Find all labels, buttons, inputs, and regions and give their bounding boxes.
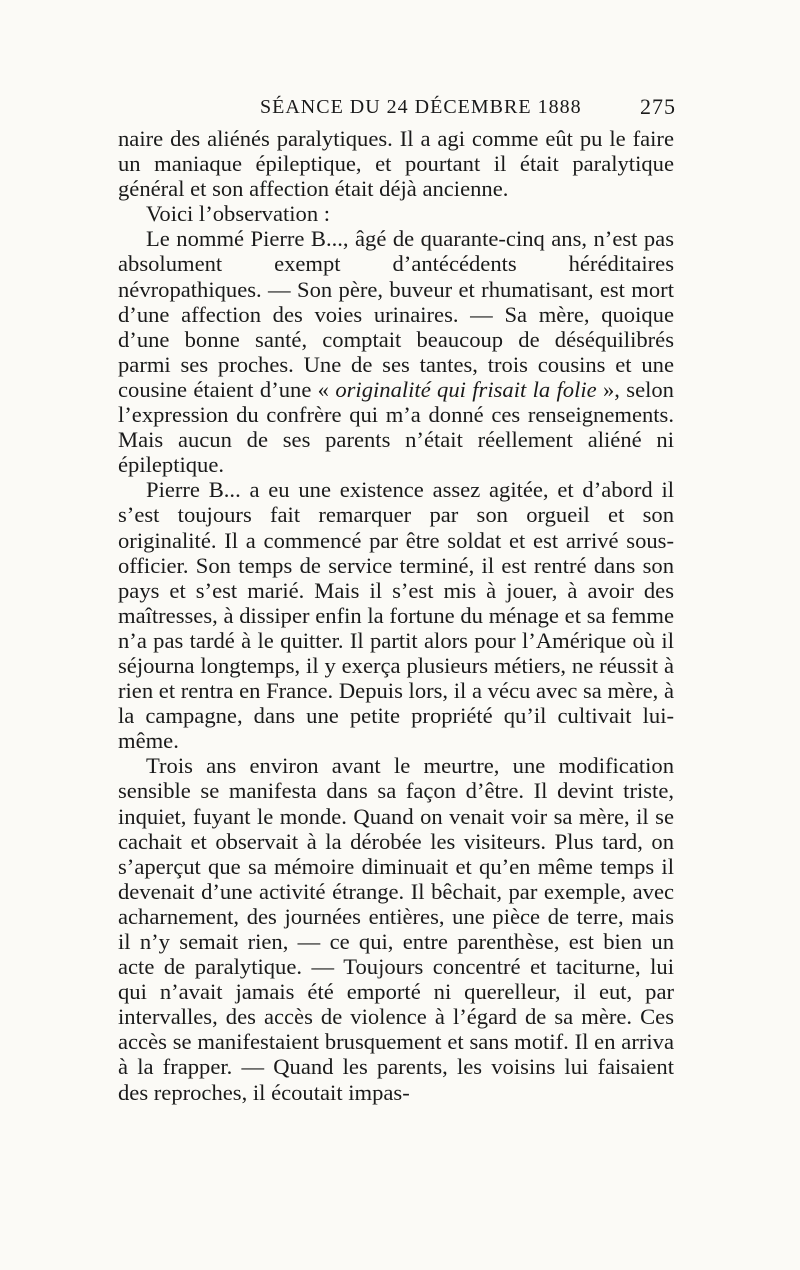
running-head-title: SÉANCE DU 24 DÉCEMBRE 1888 [260, 96, 582, 118]
paragraph-3 [118, 226, 674, 477]
body-text [118, 126, 674, 1105]
paragraph-3-after: », selon l’expression du confrère qui m’a donné ces renseignements. Mais aucun de ses parents n’était réellement aliéné ni épileptique. [118, 376, 674, 478]
page-number: 275 [640, 94, 676, 119]
running-head [118, 92, 676, 124]
paragraph-3-before: Le nommé Pierre B..., âgé de quarante-cinq ans, n’est pas absolument exempt d’antécédents héréditaires névropathiques. — Son père, buveur et rhumatisant, est mort d’une affection des voies urinaires. — Sa mère, quoique d’une bonne santé, comptait beaucoup de déséquilibrés parmi ses proches. Une de ses tantes, trois cousins et une cousine étaient d’une « [118, 226, 674, 402]
paragraph-2: Voici l’observation : [146, 201, 331, 227]
paragraph-1: naire des aliénés paralytiques. Il a agi comme eût pu le faire un maniaque épileptique, et pourtant il était paralytique général et son affection était déjà ancienne. [118, 126, 674, 202]
paragraph-3-italic: originalité qui frisait la folie [335, 376, 597, 402]
paragraph-5: Trois ans environ avant le meurtre, une modification sensible se manifesta dans sa façon d’être. Il devint triste, inquiet, fuyant le monde. Quand on venait voir sa mère, il se cachait et observait à la dérobée les visiteurs. Plus tard, on s’aperçut que sa mémoire diminuait et qu’en même temps il devenait d’une activité étrange. Il bêchait, par exemple, avec acharnement, des journées entières, une pièce de terre, mais il n’y semait rien, — ce qui, entre parenthèse, est bien un acte de paralytique. — Toujours concentré et taciturne, lui qui n’avait jamais été emporté ni querelleur, il eut, par intervalles, des accès de violence à l’égard de sa mère. Ces accès se manifestaient brusquement et sans motif. Il en arriva à la frapper. — Quand les parents, les voisins lui faisaient des reproches, il écoutait impas- [118, 753, 674, 1105]
paragraph-4: Pierre B... a eu une existence assez agitée, et d’abord il s’est toujours fait remarquer par son orgueil et son originalité. Il a commencé par être soldat et est arrivé sous-officier. Son temps de service terminé, il est rentré dans son pays et s’est marié. Mais il s’est mis à jouer, à avoir des maîtresses, à dissiper enfin la fortune du ménage et sa femme n’a pas tardé à le quitter. Il partit alors pour l’Amérique où il séjourna longtemps, il y exerça plusieurs métiers, ne réussit à rien et rentra en France. Depuis lors, il a vécu avec sa mère, à la campagne, dans une petite propriété qu’il cultivait lui-même. [118, 477, 674, 754]
